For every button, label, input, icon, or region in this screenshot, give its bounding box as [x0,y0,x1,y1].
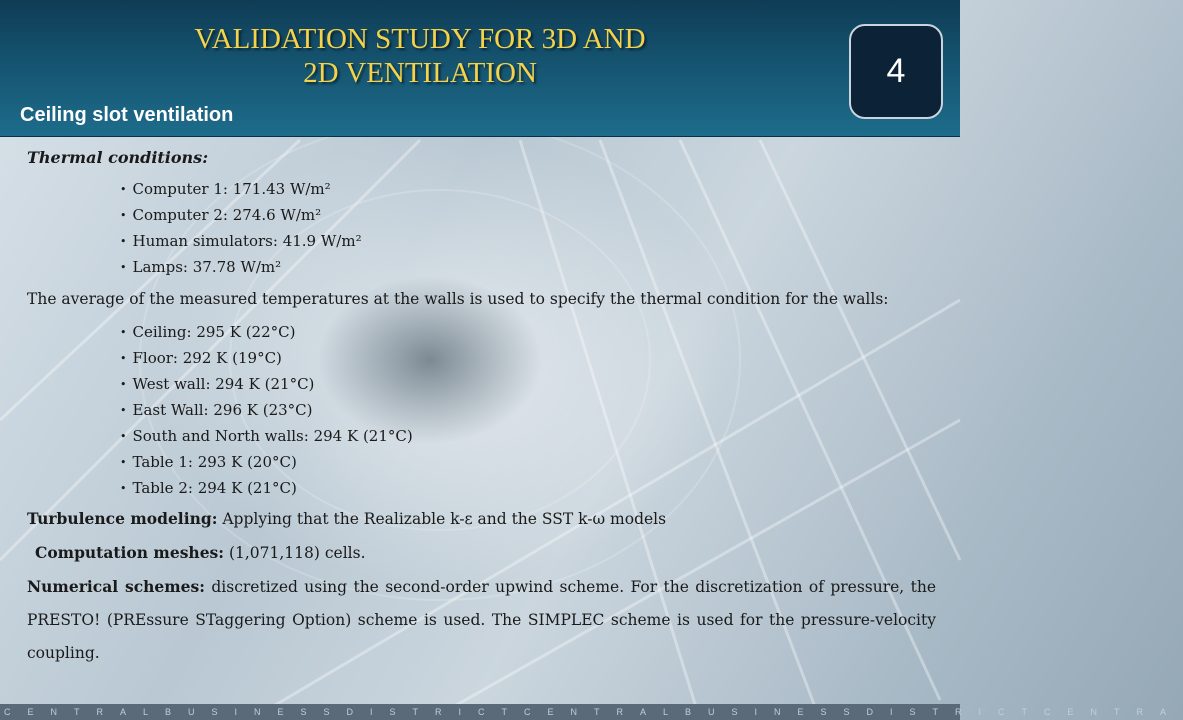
list-item: • South and North walls: 294 K (21°C) [120,424,936,450]
list-item: • Lamps: 37.78 W/m² [120,255,936,281]
slide-subtitle: Ceiling slot ventilation [20,104,234,126]
schemes-text: discretized using the second-order upwind scheme. For the discretization of pressure, the PRESTO! (PREssure STaggering Option) scheme is used. The SIMPLEC scheme is used for the pressure-velocity coupling. [27,578,936,662]
schemes-paragraph [27,570,936,670]
meshes-label: Computation meshes: [35,543,225,562]
list-item: • Floor: 292 K (19°C) [120,346,936,372]
footer-strip: CENTRALBUSINESSDISTRICTCENTRALBUSINESSDISTRICTCENTRA [0,704,960,720]
meshes-paragraph [27,536,936,570]
thermal-conditions-list [27,177,936,281]
list-item: • Table 1: 293 K (20°C) [120,450,936,476]
list-item: • East Wall: 296 K (23°C) [120,398,936,424]
wall-temperatures-list [27,320,936,502]
list-item: • Table 2: 294 K (21°C) [120,476,936,502]
walls-intro-paragraph: The average of the measured temperatures at the walls is used to specify the thermal condition for the walls: [27,290,889,308]
title-line-2: 2D VENTILATION [303,57,537,89]
list-item: • Computer 2: 274.6 W/m² [120,203,936,229]
meshes-text: (1,071,118) cells. [224,544,366,562]
title-line-1: VALIDATION STUDY FOR 3D AND [194,23,646,55]
page-number-badge: 4 [849,24,943,119]
list-item: • Human simulators: 41.9 W/m² [120,229,936,255]
list-item: • Computer 1: 171.43 W/m² [120,177,936,203]
turbulence-label: Turbulence modeling: [27,509,218,528]
list-item: • Ceiling: 295 K (22°C) [120,320,936,346]
list-item: • West wall: 294 K (21°C) [120,372,936,398]
slide-header [0,0,960,137]
thermal-conditions-heading: Thermal conditions: [27,148,209,167]
turbulence-text: Applying that the Realizable k-ε and the SST k-ω models [217,510,667,528]
slide-title [170,22,670,90]
slide-body [27,148,936,670]
schemes-label: Numerical schemes: [27,577,205,596]
turbulence-paragraph [27,502,936,536]
